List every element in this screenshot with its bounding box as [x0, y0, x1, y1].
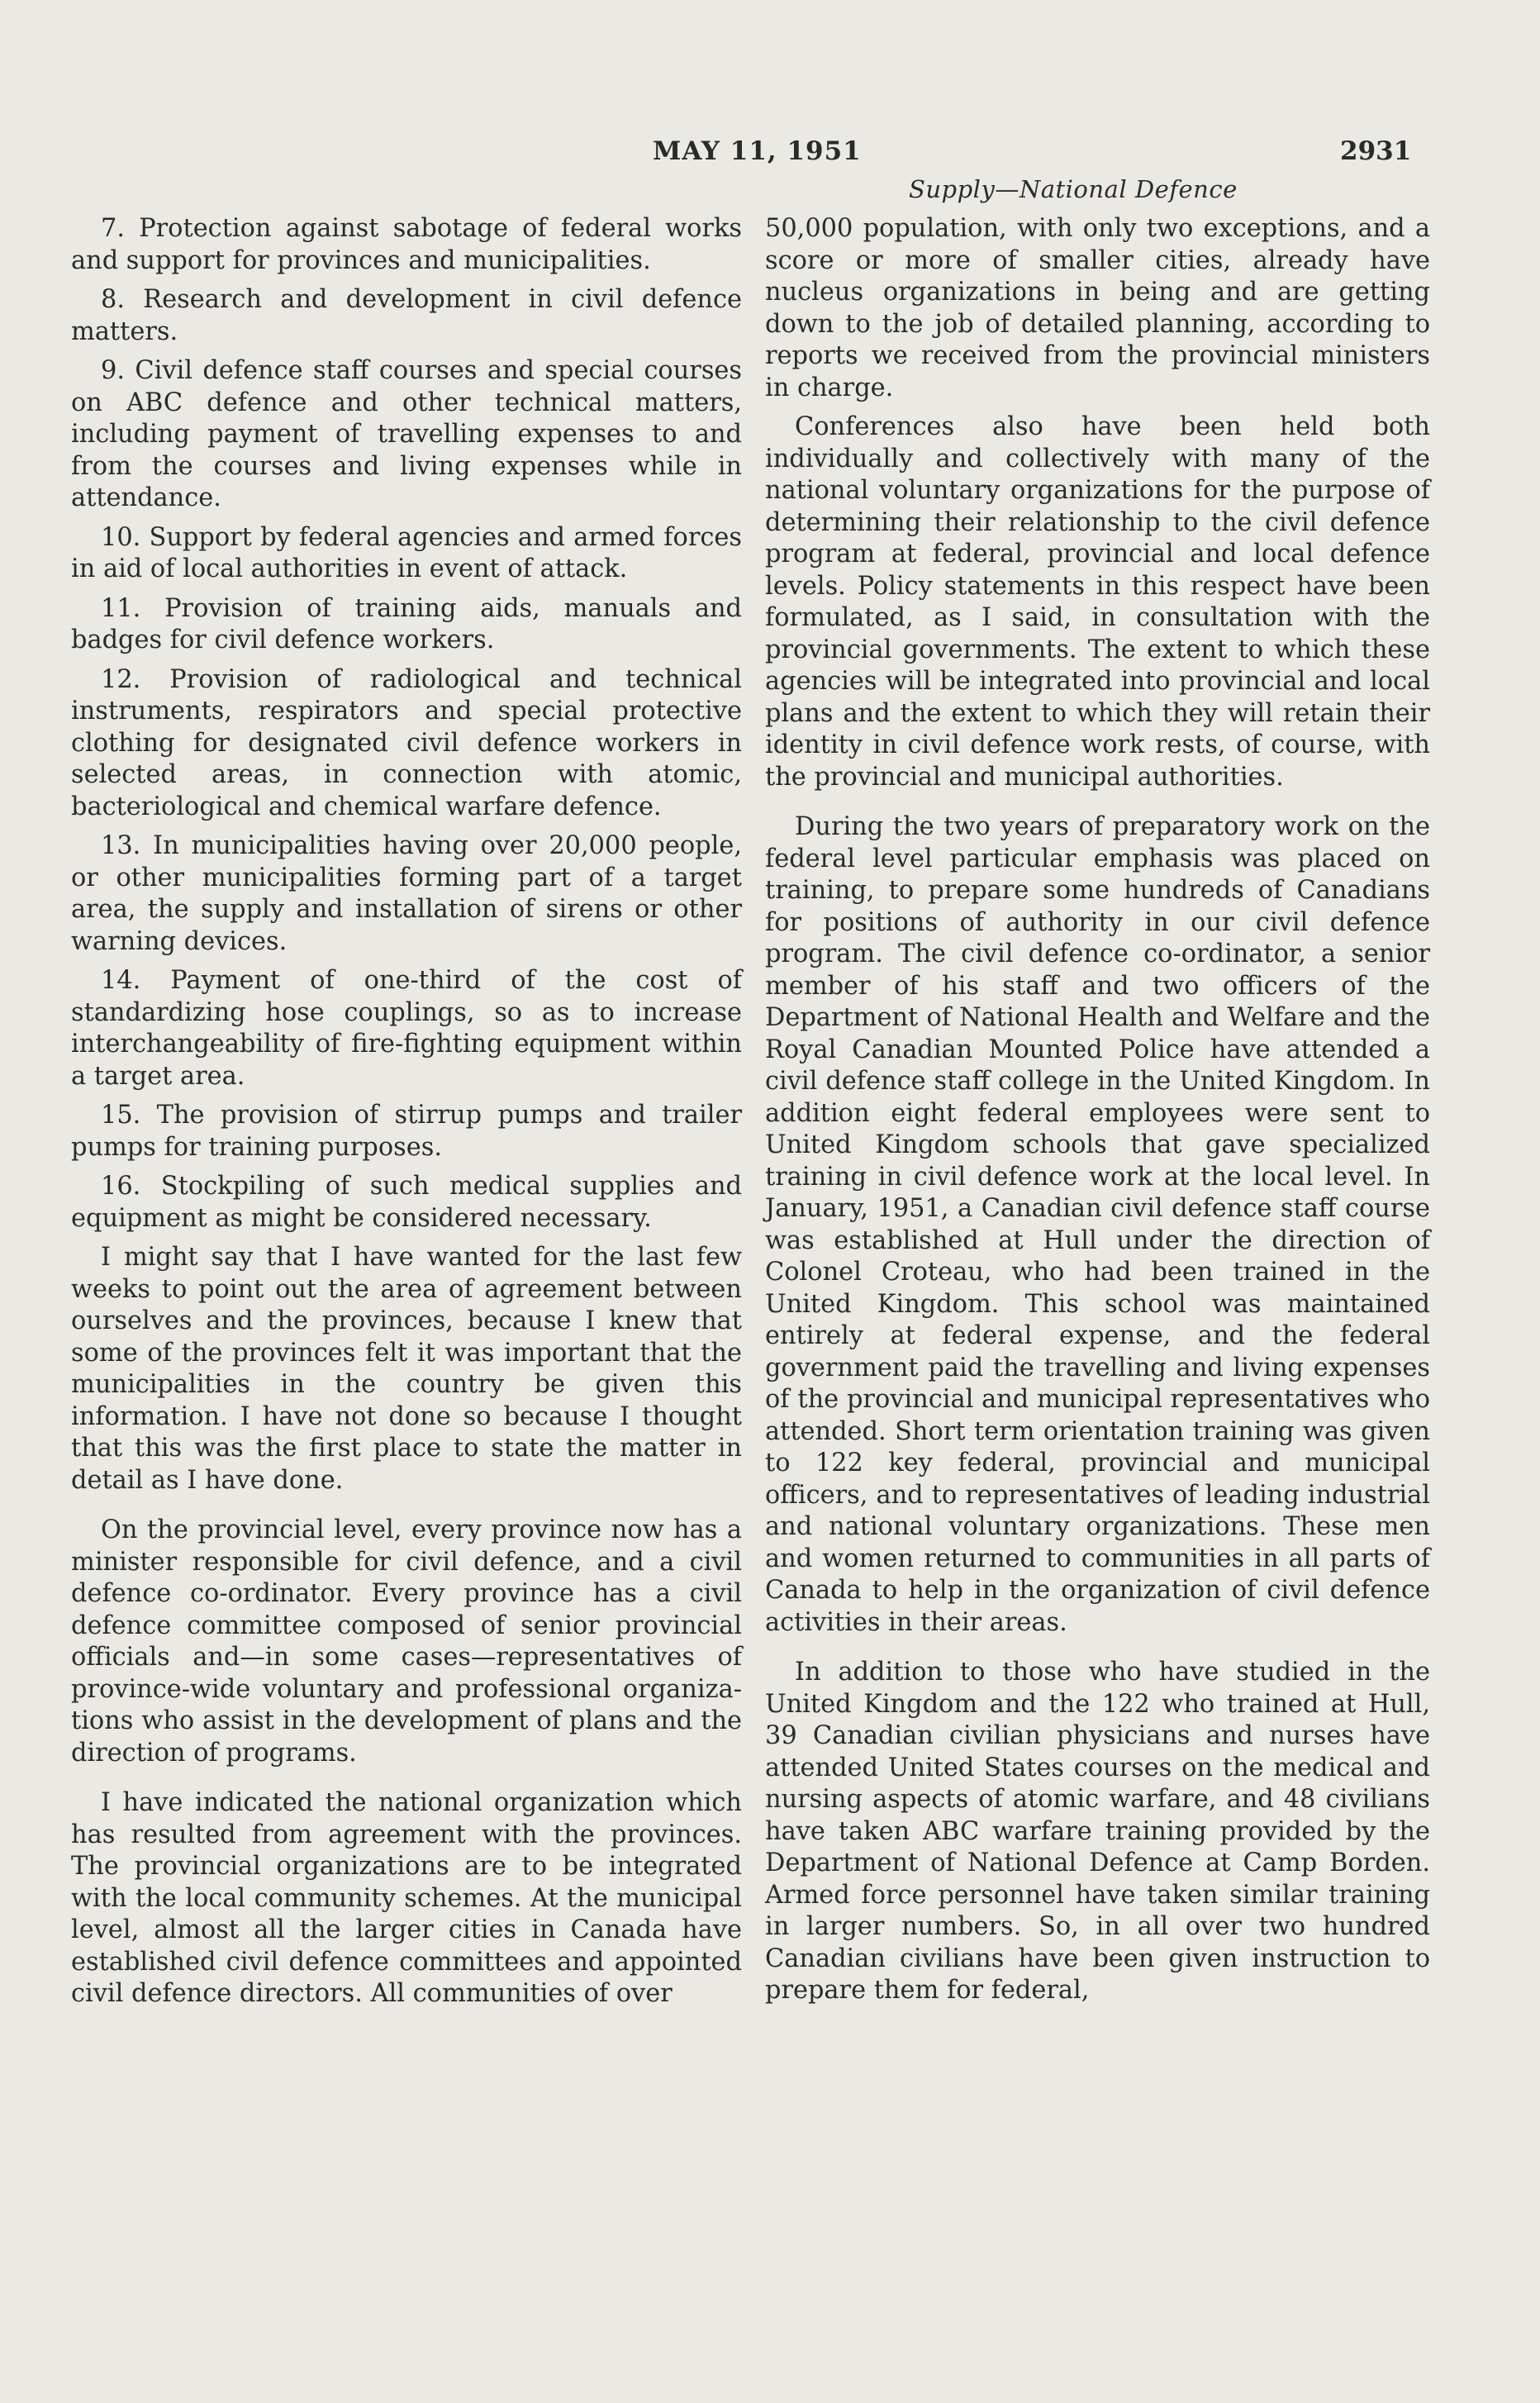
paragraph: On the provincial level, every province now has a minister responsible for civil defence, and a civil defence co-ordinator. Every province has a civil defence committee composed of senior provincial officials and—in some cases—representatives of province-wide voluntary and professional organizations who assist in the development of plans and the direction of programs.: [71, 1516, 742, 1768]
running-subheading: Supply—National Defence: [909, 175, 1238, 203]
paragraph: 9. Civil defence staff courses and special courses on ABC defence and other technical matters, including payment of travelling expenses to and from the courses and living expenses while in attendance.: [71, 356, 742, 512]
paragraph: During the two years of preparatory work on the federal level particular emphasis was placed on training, to prepare some hundreds of Canadians for positions of authority in our civil defence program. The civil defence co-ordinator, a senior member of his staff and two officers of the Department of National Health and Welfare and the Royal Canadian Mounted Police have attended a civil defence staff college in the United Kingdom. In addition eight federal employees were sent to United Kingdom schools that gave specialized training in civil defence work at the local level. In January, 1951, a Canadian civil defence staff course was established at Hull under the direction of Colonel Croteau, who had been trained in the United Kingdom. This school was maintained entirely at federal expense, and the federal government paid the travelling and living expenses of the provincial and municipal representatives who attended. Short term orientation training was given to 122 key federal, provincial and municipal officers, and to representatives of leading industrial and national voluntary organizations. These men and women returned to communities in all parts of Canada to help in the organization of civil defence activities in their areas.: [765, 812, 1430, 1637]
paragraph: 14. Payment of one-third of the cost of standardizing hose couplings, so as to increase interchangeability of fire-fighting equipment within a target area.: [71, 966, 742, 1091]
paragraph: 11. Provision of training aids, manuals and badges for civil defence workers.: [71, 593, 742, 654]
paragraph: 13. In municipalities having over 20,000 people, or other municipalities forming part of a target area, the supply and installation of sirens or other warning devices.: [71, 831, 742, 956]
paragraph: Conferences also have been held both individually and collectively with many of the national voluntary organizations for the purpose of determining their relationship to the civil defence program at federal, provincial and local defence levels. Policy statements in this respect have been formulated, as I said, in consultation with the provincial governments. The extent to which these agencies will be integrated into provincial and local plans and the extent to which they will retain their identity in civil defence work rests, of course, with the provincial and municipal authorities.: [765, 412, 1430, 792]
paragraph: I have indicated the national organization which has resulted from agreement with the provinces. The provincial organizations are to be integrated with the local community schemes. At the municipal level, almost all the larger cities in Canada have established civil defence committees and appointed civil defence directors. All communities of over: [71, 1788, 742, 2008]
page-number: 2931: [1340, 136, 1412, 166]
left-column: [71, 213, 742, 2018]
paragraph: 16. Stockpiling of such medical supplies and equipment as might be considered necessary.: [71, 1172, 742, 1233]
paragraph: 12. Provision of radiological and technical instruments, respirators and special protective clothing for designated civil defence workers in selected areas, in connection with atomic, bacteriological and chemical warfare defence.: [71, 664, 742, 821]
right-column: [765, 213, 1430, 2015]
paragraph: 50,000 population, with only two exceptions, and a score or more of smaller cities, already have nucleus organizations in being and are getting down to the job of detailed planning, according to reports we received from the provincial ministers in charge.: [765, 214, 1430, 402]
paragraph: 7. Protection against sabotage of federal works and support for provinces and municipalities.: [71, 214, 742, 275]
paragraph: 10. Support by federal agencies and armed forces in aid of local authorities in event of attack.: [71, 522, 742, 583]
header-date: MAY 11, 1951: [653, 136, 862, 166]
paragraph: 8. Research and development in civil defence matters.: [71, 285, 742, 346]
paragraph: In addition to those who have studied in the United Kingdom and the 122 who trained at Hull, 39 Canadian civilian physicians and nurses have attended United States courses on the medical and nursing aspects of atomic warfare, and 48 civilians have taken ABC warfare training provided by the Department of National Defence at Camp Borden. Armed force personnel have taken similar training in larger numbers. So, in all over two hundred Canadian civilians have been given instruction to prepare them for federal,: [765, 1658, 1430, 2005]
paragraph: 15. The provision of stirrup pumps and trailer pumps for training purposes.: [71, 1101, 742, 1162]
paragraph: I might say that I have wanted for the last few weeks to point out the area of agreement between ourselves and the provinces, because I knew that some of the provinces felt it was important that the municipalities in the country be given this information. I have not done so because I thought that this was the first place to state the matter in detail as I have done.: [71, 1243, 742, 1495]
